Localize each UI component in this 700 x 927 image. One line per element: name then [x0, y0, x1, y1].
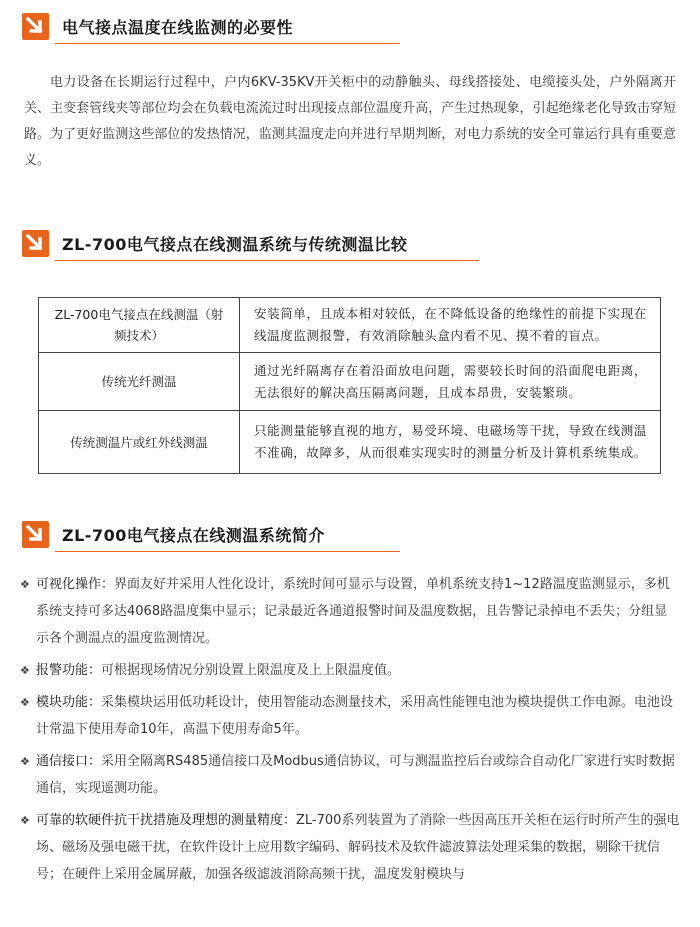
list-item [20, 807, 680, 888]
section-title: ZL-700电气接点在线测温系统简介 [62, 526, 325, 545]
table-row [39, 353, 661, 411]
feature-term: 可靠的软硬件抗干扰措施及理想的测量精度： [36, 813, 297, 828]
comparison-table [38, 297, 661, 474]
heading-underline [55, 260, 479, 261]
diamond-bullet-icon: ❖ [20, 578, 30, 591]
feature-list [20, 571, 680, 893]
feature-text: ZL-700系列装置为了消除一些因高压开关柜在运行时所产生的强电场、磁场及强电磁干扰，在软件设计上应用数字编码、解码技术及软件滤波算法处理采集的数据，剔除干扰信号；在硬件上采用金属屏蔽，加强各级滤波消除高频干扰，温度发射模块与 [36, 813, 680, 882]
feature-text: 可根据现场情况分别设置上限温度及上上限温度值。 [101, 663, 401, 678]
feature-term: 通信接口： [36, 754, 102, 769]
table-cell-method: 传统测温片或红外线测温 [39, 411, 240, 474]
necessity-paragraph: 电力设备在长期运行过程中，户内6KV-35KV开关柜中的动静触头、母线搭接处、电缆接头处，户外隔离开关、主变套管线夹等部位均会在负载电流流过时出现接点部位温度升高，产生过热现象，引起绝缘老化导致击穿短路。为了更好监测这些部位的发热情况，监测其温度走向并进行早期判断，对电力系统的安全可靠运行具有重要意义。 [24, 75, 676, 168]
arrow-down-right-icon [22, 13, 49, 40]
list-item [20, 689, 680, 743]
diamond-bullet-icon: ❖ [20, 755, 30, 768]
list-item [20, 657, 680, 684]
arrow-down-right-icon [22, 521, 49, 548]
section-heading-introduction [22, 521, 382, 553]
heading-underline [55, 43, 400, 44]
diamond-bullet-icon: ❖ [20, 814, 30, 827]
arrow-down-right-icon [22, 230, 49, 257]
section-title: 电气接点温度在线监测的必要性 [62, 18, 294, 37]
table-cell-description: 通过光纤隔离存在着沿面放电问题，需要较长时间的沿面爬电距离，无法很好的解决高压隔离问题，且成本昂贵，安装繁琐。 [240, 353, 661, 411]
diamond-bullet-icon: ❖ [20, 664, 30, 677]
feature-term: 模块功能： [36, 695, 102, 710]
feature-text: 采用全隔离RS485通信接口及Modbus通信协议，可与测温监控后台或综合自动化厂家进行实时数据通信，实现遥测功能。 [36, 754, 675, 796]
table-row [39, 298, 661, 353]
feature-term: 可视化操作： [36, 577, 115, 592]
feature-text: 界面友好并采用人性化设计，系统时间可显示与设置，单机系统支持1~12路温度监测显示，多机系统支持可多达4068路温度集中显示；记录最近各通道报警时间及温度数据，且告警记录掉电不丢失；分组显示各个测温点的温度监测情况。 [36, 577, 670, 646]
section-title: ZL-700电气接点在线测温系统与传统测温比较 [62, 235, 408, 254]
feature-term: 报警功能： [36, 663, 102, 678]
table-cell-method: 传统光纤测温 [39, 353, 240, 411]
list-item [20, 571, 680, 652]
table-cell-method: ZL-700电气接点在线测温（射频技术） [39, 298, 240, 353]
diamond-bullet-icon: ❖ [20, 696, 30, 709]
table-cell-description: 安装简单，且成本相对较低，在不降低设备的绝缘性的前提下实现在线温度监测报警，有效消除触头盒内看不见、摸不着的盲点。 [240, 298, 661, 353]
table-cell-description: 只能测量能够直视的地方，易受环境、电磁场等干扰，导致在线测温不准确，故障多，从而很难实现实时的测量分析及计算机系统集成。 [240, 411, 661, 474]
feature-text: 采集模块运用低功耗设计，使用智能动态测量技术，采用高性能锂电池为模块提供工作电源。电池设计常温下使用寿命10年，高温下使用寿命5年。 [36, 695, 674, 737]
section-heading-necessity [22, 13, 382, 45]
heading-underline [55, 551, 400, 552]
list-item [20, 748, 680, 802]
section-heading-comparison [22, 230, 408, 262]
table-row [39, 411, 661, 474]
